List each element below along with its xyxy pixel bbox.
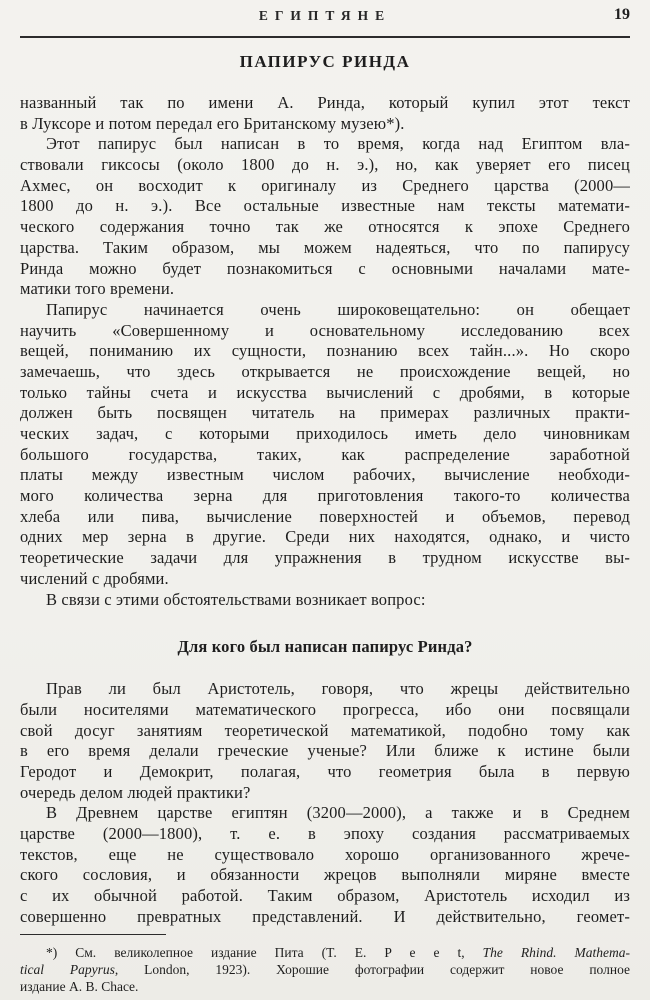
text-line: в Луксоре и потом передал его Британскому музею*).: [20, 113, 405, 133]
text-line: В Древнем царстве египтян (3200—2000), а также и в Среднем: [46, 803, 630, 823]
text-line: ского сословия, и обязанности жрецов выполняли миряне вместе: [20, 865, 630, 885]
text-line: ческого содержания точно так же относятся к эпохе Среднего: [20, 217, 630, 237]
text-line: названный так по имени А. Ринда, который купил этот текст: [20, 93, 630, 112]
text-line: В связи с этими обстоятельствами возникает вопрос:: [46, 589, 426, 609]
text-line: очередь делом людей практики?: [20, 782, 251, 802]
running-header: [20, 8, 630, 28]
text-line: мого количества зерна для приготовления такого-то количества: [20, 486, 630, 506]
text-line: только тайны счета и искусства вычислений с дробями, в которые: [20, 382, 630, 402]
text-line: Геродот и Демокрит, полагая, что геометрия была в первую: [20, 761, 630, 781]
text-line: числений с дробями.: [20, 568, 169, 588]
text-line: в его время делали греческие ученые? Или ближе к истине были: [20, 741, 630, 761]
page-number: 19: [614, 6, 630, 23]
text-line: царстве (2000—1800), т. е. в эпоху создания рассматриваемых: [20, 824, 630, 843]
text-line: вещей, пониманию их сущности, познанию всех тайн...». Но скоро: [20, 341, 630, 361]
text-line: царства. Таким образом, мы можем надеяться, что по папирусу: [20, 237, 630, 257]
text-line: должен быть посвящен читатель на примерах различных практи-: [20, 403, 630, 423]
text-line: 1800 до н. э.). Все остальные известные нам тексты математи-: [20, 196, 630, 216]
text-line: замечаешь, что здесь открывается не происхождение вещей, но: [20, 361, 630, 381]
text-line: свой досуг занятиям теоретической математикой, подобно тому как: [20, 720, 630, 740]
text-line: Этот папирус был написан в то время, когда над Египтом вла-: [46, 134, 630, 154]
footnote-line: [20, 961, 630, 978]
footnote-text: издание A. B. Chace.: [20, 979, 139, 995]
chapter-title: ПАПИРУС РИНДА: [239, 52, 411, 71]
footnote-text: *) См. великолепное издание Пита (T. E. P e e t,: [46, 945, 483, 961]
text-line: ствовали гиксосы (около 1800 до н. э.), но, как уверяет его писец: [20, 155, 630, 175]
footnote-line: [20, 944, 630, 961]
footnote-text: , London, 1923). Хорошие фотографии содержит новое полное: [114, 962, 630, 978]
text-line: матики того времени.: [20, 279, 175, 299]
text-line: совершенно превратных представлений. И действительно, геомет-: [20, 906, 630, 926]
footnote-italic-title: The Rhind. Mathema-: [482, 945, 630, 961]
text-line: Папирус начинается очень широковещательно: он обещает: [46, 299, 630, 319]
footnote-italic-title: tical Papyrus: [20, 962, 115, 978]
text-line: Прав ли был Аристотель, говоря, что жрецы действительно: [46, 679, 630, 699]
footnote-line: [20, 978, 630, 995]
header-rule: [20, 36, 630, 38]
footnote-rule: [20, 934, 166, 935]
text-line: с их обычной работой. Таким образом, Аристотель исходил из: [20, 886, 630, 906]
text-line: большого государства, таких, как распределение заработной: [20, 444, 630, 464]
text-line: теоретические задачи для упражнения в трудном искусстве вы-: [20, 548, 630, 568]
text-line: Ринда можно будет познакомиться с основными началами мате-: [20, 258, 630, 278]
text-line: текстов, еще не существовало хорошо организованного жрече-: [20, 844, 630, 864]
text-line: платы между известным числом рабочих, вычисление необходи-: [20, 465, 630, 485]
text-line: ческих задач, с которыми приходилось иметь дело чиновникам: [20, 424, 630, 443]
running-header-title: ЕГИПТЯНЕ: [258, 8, 392, 23]
text-line: хлеба или пива, вычисление поверхностей и объемов, перевод: [20, 506, 630, 526]
text-line: были носителями математического прогресса, ибо они посвящали: [20, 699, 630, 719]
text-line: научить «Совершенному и основательному исследованию всех: [20, 320, 630, 340]
section-subheading: Для кого был написан папирус Ринда?: [177, 637, 473, 657]
body-text: [20, 93, 630, 927]
text-line: Ахмес, он восходит к оригиналу из Среднего царства (2000—: [20, 175, 630, 195]
text-line: одних мер зерна в другие. Среди них находятся, однако, и чисто: [20, 527, 630, 547]
footnote: [20, 944, 630, 995]
